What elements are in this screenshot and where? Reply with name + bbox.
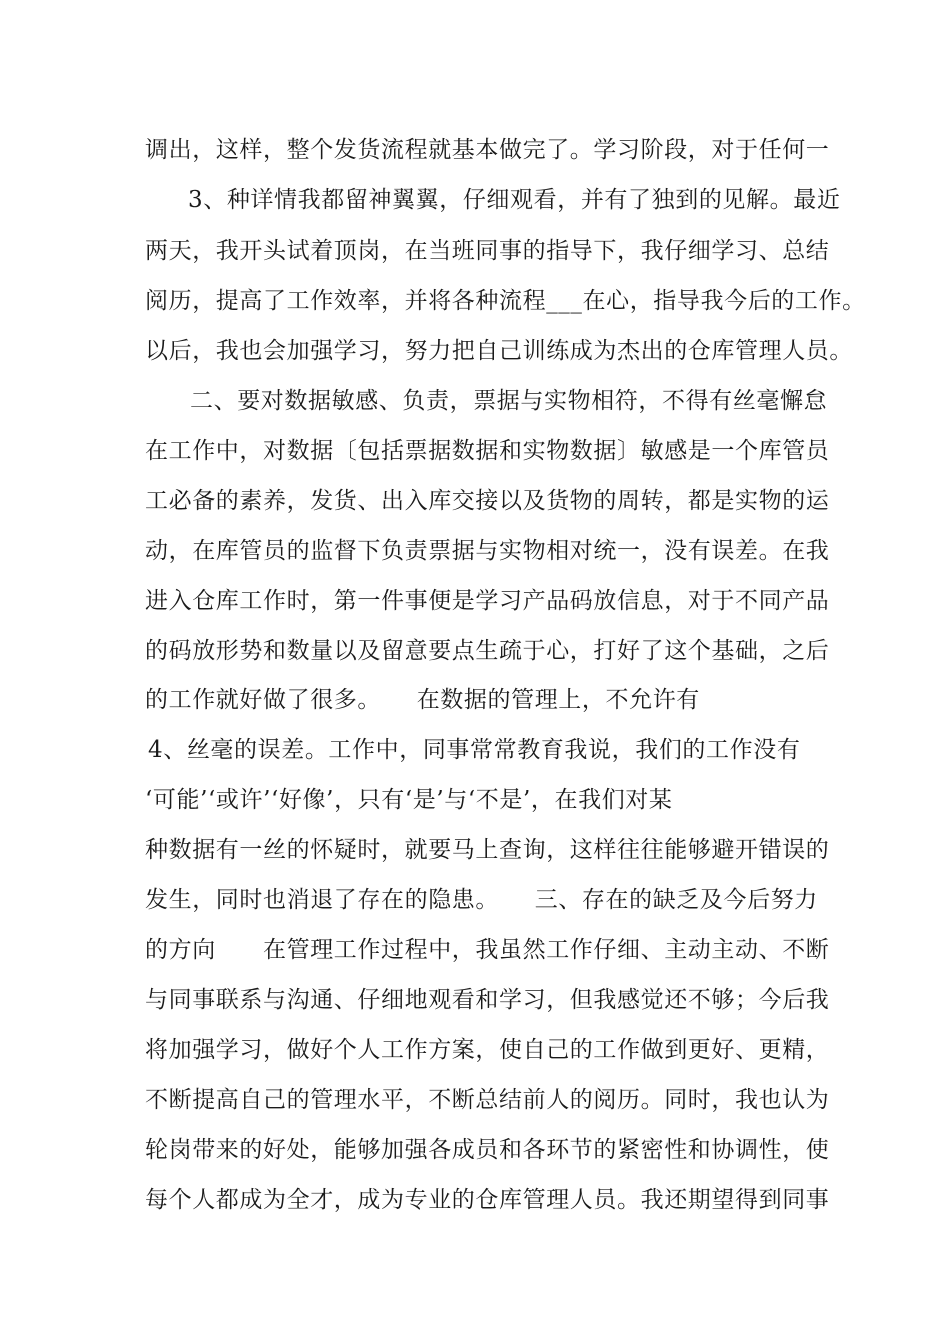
text-line-5: 以后，我也会加强学习，努力把自己训练成为杰出的仓库管理人员。 bbox=[145, 338, 853, 364]
text-line-13: 4、丝毫的误差。工作中，同事常常教育我说，我们的工作没有 bbox=[148, 737, 801, 763]
text-line-1: 调出，这样，整个发货流程就基本做完了。学习阶段，对于任何一 bbox=[145, 137, 830, 163]
text-line-22: 每个人都成为全才，成为专业的仓库管理人员。我还期望得到同事 bbox=[145, 1187, 830, 1213]
text-line-10: 进入仓库工作时，第一件事便是学习产品码放信息，对于不同产品 bbox=[145, 588, 830, 614]
text-line-19: 将加强学习，做好个人工作方案，使自己的工作做到更好、更精， bbox=[145, 1037, 830, 1063]
text-line-4: 阅历，提高了工作效率，并将各种流程___在心，指导我今后的工作。 bbox=[145, 288, 866, 314]
text-line-9: 动，在库管员的监督下负责票据与实物相对统一，没有误差。在我 bbox=[145, 538, 830, 564]
text-line-15: 种数据有一丝的怀疑时，就要马上查询，这样往往能够避开错误的 bbox=[145, 837, 830, 863]
text-line-17: 的方向 在管理工作过程中，我虽然工作仔细、主动主动、不断 bbox=[145, 937, 830, 963]
text-line-14: ‘可能’‘或许’‘好像’，只有‘是’与‘不是’，在我们对某 bbox=[145, 787, 673, 813]
text-line-7: 在工作中，对数据〔包括票据数据和实物数据〕敏感是一个库管员 bbox=[145, 438, 830, 464]
text-line-3: 两天，我开头试着顶岗，在当班同事的指导下，我仔细学习、总结 bbox=[145, 238, 830, 264]
text-line-16: 发生，同时也消退了存在的隐患。 三、存在的缺乏及今后努力 bbox=[145, 887, 818, 913]
text-line-12: 的工作就好做了很多。 在数据的管理上，不允许有 bbox=[145, 687, 700, 713]
text-line-6: 二、要对数据敏感、负责，票据与实物相符，不得有丝毫懈怠 bbox=[190, 388, 828, 414]
text-line-18: 与同事联系与沟通、仔细地观看和学习，但我感觉还不够；今后我 bbox=[145, 987, 830, 1013]
text-line-21: 轮岗带来的好处，能够加强各成员和各环节的紧密性和协调性，使 bbox=[145, 1137, 830, 1163]
text-line-8: 工必备的素养，发货、出入库交接以及货物的周转，都是实物的运 bbox=[145, 488, 830, 514]
text-line-11: 的码放形势和数量以及留意要点生疏于心，打好了这个基础，之后 bbox=[145, 638, 830, 664]
text-line-20: 不断提高自己的管理水平，不断总结前人的阅历。同时，我也认为 bbox=[145, 1087, 830, 1113]
text-line-2: 3、种详情我都留神翼翼，仔细观看，并有了独到的见解。最近 bbox=[188, 187, 841, 213]
